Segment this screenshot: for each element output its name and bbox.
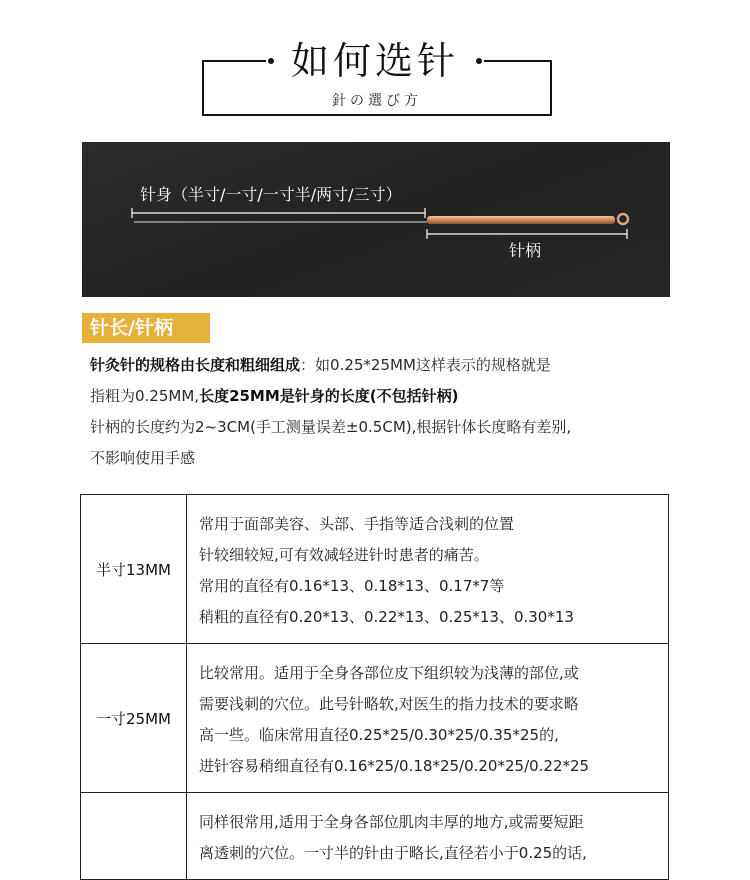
desc-line: 针较细较短,可有效减轻进针时患者的痛苦。 xyxy=(199,546,489,564)
needle-spec-table xyxy=(80,494,669,880)
description-text: ：如0.25*25MM这样表示的规格就是 xyxy=(300,356,551,374)
page-title: 如何选针 xyxy=(290,39,459,83)
desc-cell xyxy=(187,644,669,793)
desc-line: 同样很常用,适用于全身各部位肌肉丰厚的地方,或需要短距 xyxy=(199,813,584,831)
section-description xyxy=(90,350,690,474)
description-line xyxy=(90,443,690,474)
size-cell: 一寸25MM xyxy=(81,644,187,793)
desc-line: 需要浅刺的穴位。此号针略软,对医生的指力技术的要求略 xyxy=(199,695,579,713)
description-line xyxy=(90,381,690,412)
table-row xyxy=(81,644,669,793)
needle-body-label: 针身（半寸/一寸/一寸半/两寸/三寸） xyxy=(140,185,402,204)
size-cell: 半寸13MM xyxy=(81,495,187,644)
desc-line: 稍粗的直径有0.20*13、0.22*13、0.25*13、0.30*13 xyxy=(199,608,574,626)
desc-line: 高一些。临床常用直径0.25*25/0.30*25/0.35*25的, xyxy=(199,726,559,744)
needle-handle-coil xyxy=(427,216,615,224)
table-row xyxy=(81,793,669,880)
description-bold: 长度25MM是针身的长度(不包括针柄) xyxy=(199,387,459,405)
desc-line: 离透刺的穴位。一寸半的针由于略长,直径若小于0.25的话, xyxy=(199,844,587,862)
needle-handle-loop xyxy=(618,214,628,224)
page-subtitle: 針の選び方 xyxy=(332,93,422,109)
description-line xyxy=(90,350,690,381)
needle-photo xyxy=(82,142,670,297)
description-line xyxy=(90,412,690,443)
section-tag: 针长/针柄 xyxy=(82,313,210,343)
description-bold: 针灸针的规格由长度和粗细组成 xyxy=(90,356,301,374)
desc-cell xyxy=(187,495,669,644)
needle-handle-label: 针柄 xyxy=(509,241,542,260)
desc-line: 进针容易稍细直径有0.16*25/0.18*25/0.20*25/0.22*25 xyxy=(199,757,590,775)
desc-line: 比较常用。适用于全身各部位皮下组织较为浅薄的部位,或 xyxy=(199,664,579,682)
desc-line: 常用于面部美容、头部、手指等适合浅刺的位置 xyxy=(199,515,515,533)
desc-cell xyxy=(187,793,669,880)
desc-line: 常用的直径有0.16*13、0.18*13、0.17*7等 xyxy=(199,577,505,595)
needle-illustration xyxy=(82,142,670,297)
description-text: 指粗为0.25MM, xyxy=(90,387,200,405)
description-text: 不影响使用手感 xyxy=(90,449,196,467)
description-text: 针柄的长度约为2~3CM(手工测量误差±0.5CM),根据针体长度略有差别, xyxy=(90,418,572,436)
table-row xyxy=(81,495,669,644)
size-cell xyxy=(81,793,187,880)
